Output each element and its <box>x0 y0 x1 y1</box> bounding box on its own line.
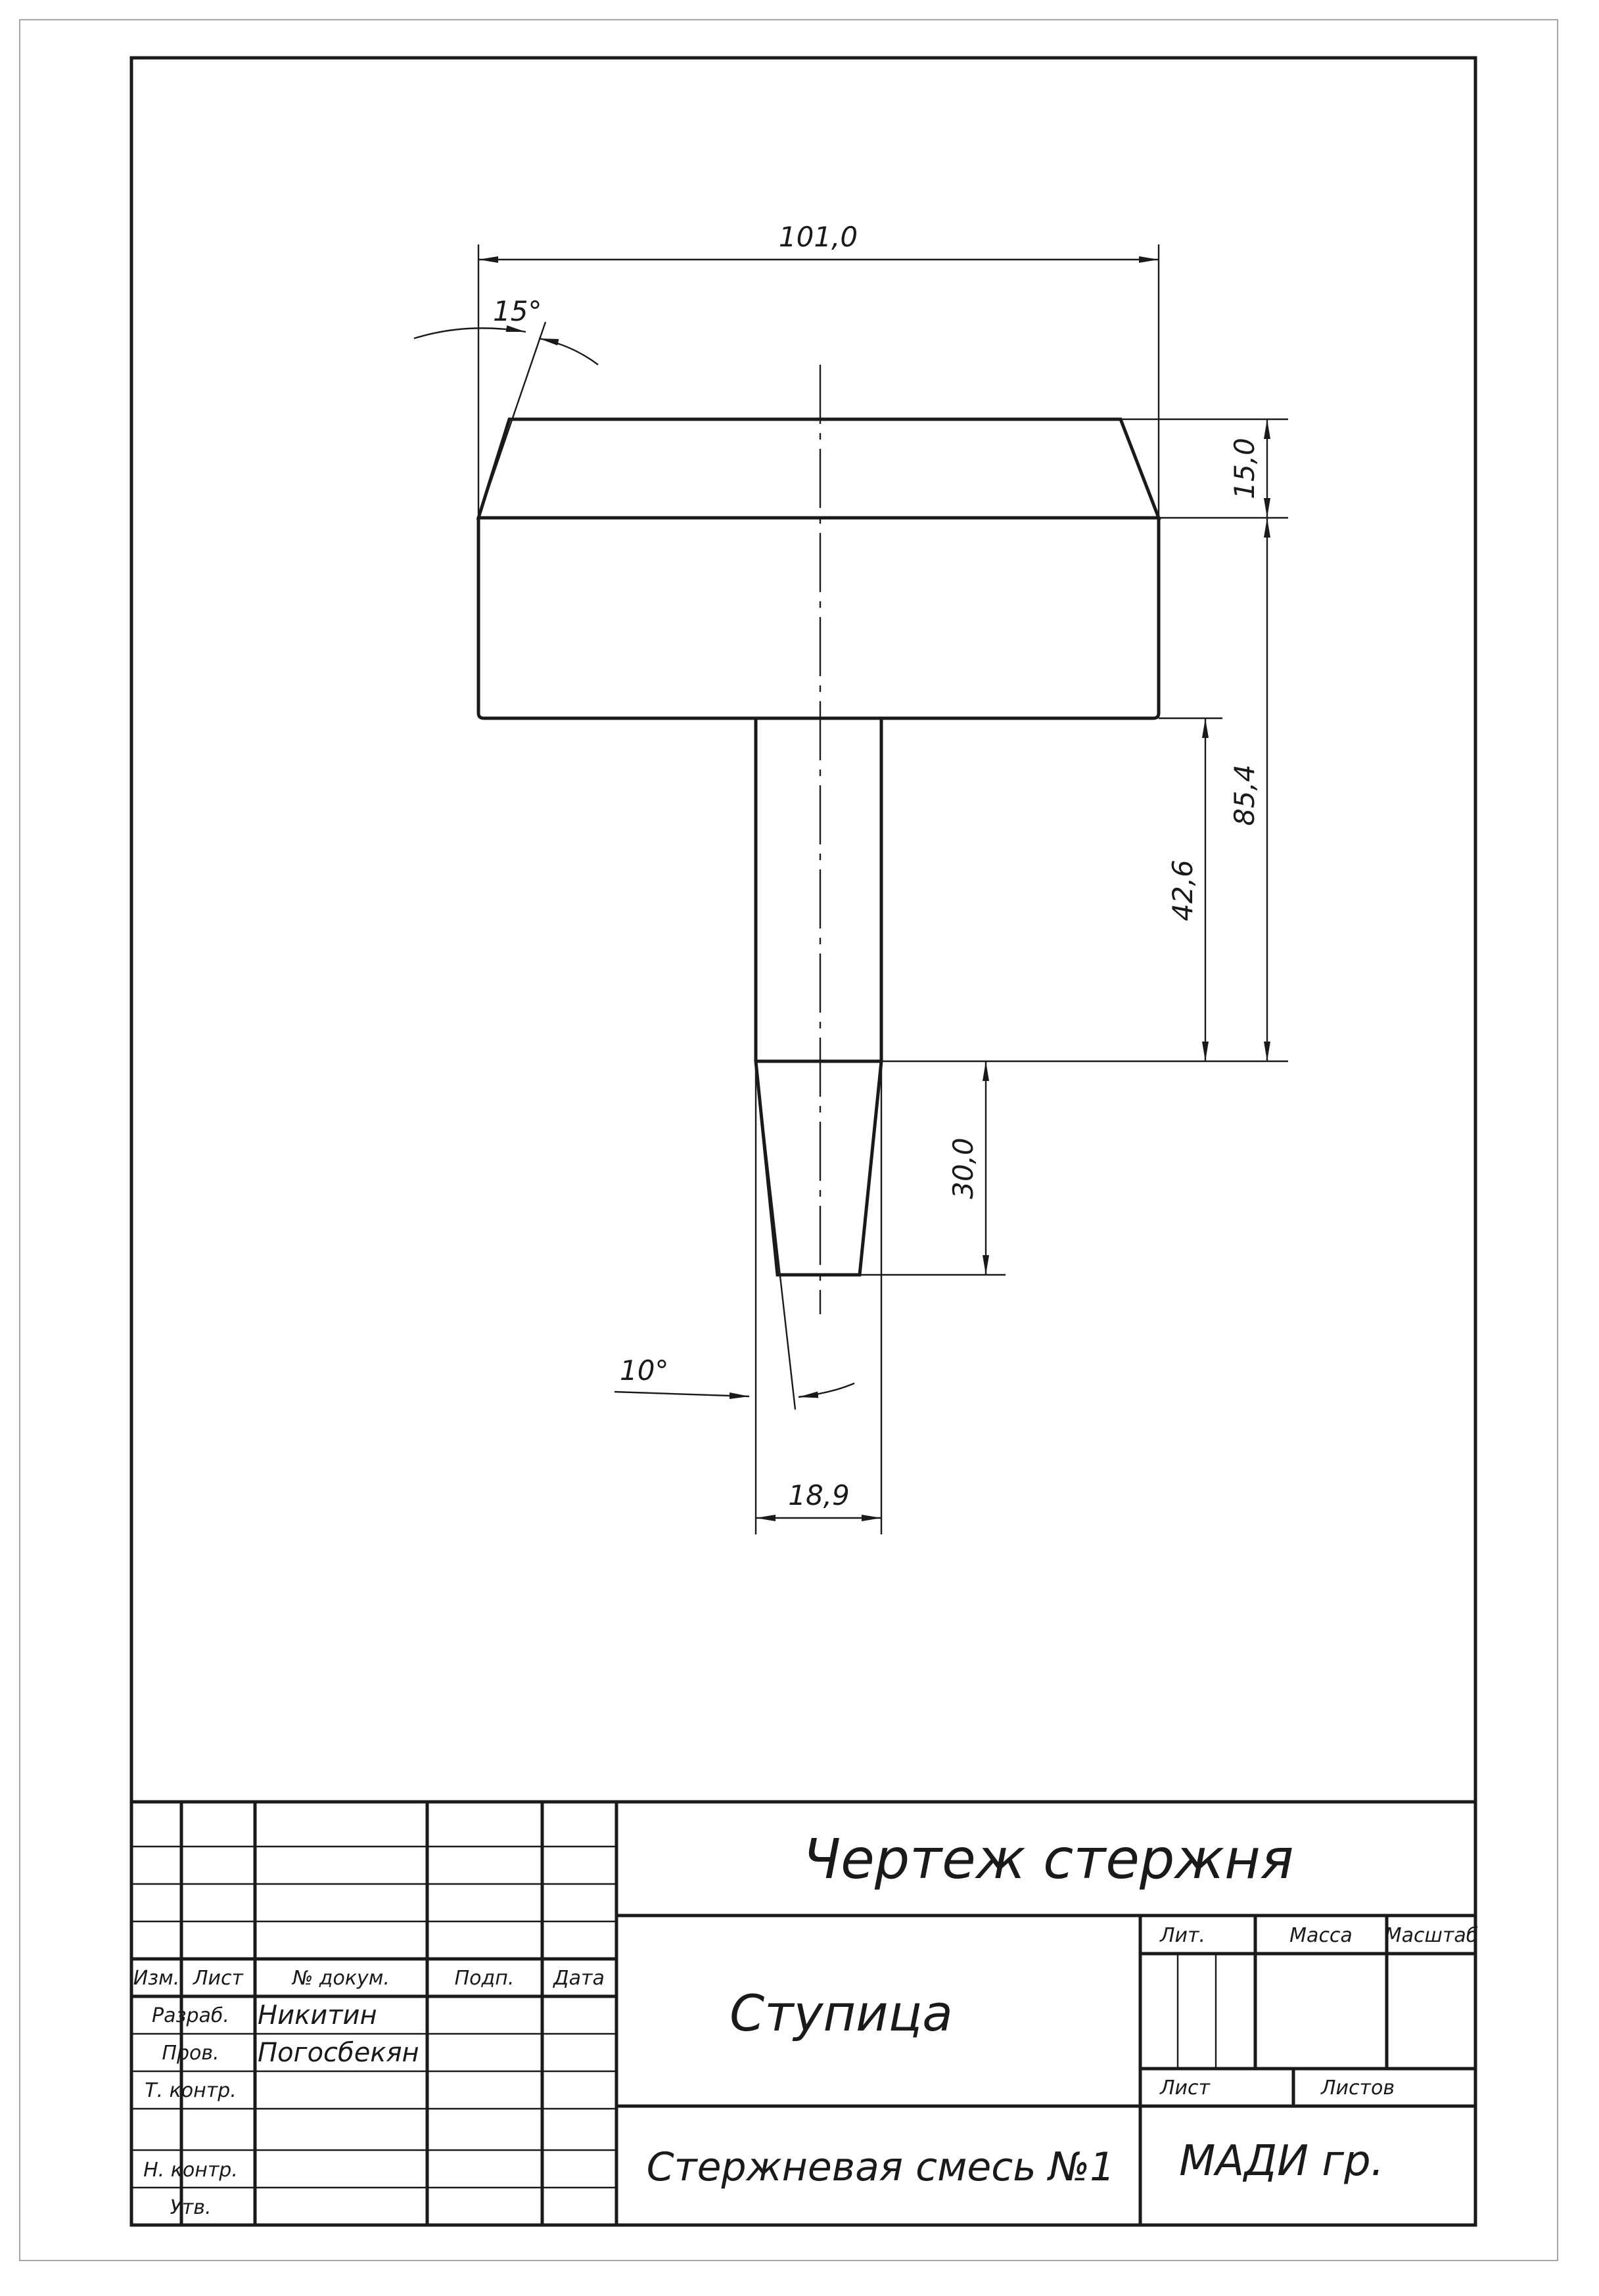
role-norm-control: Н. контр. <box>143 2159 238 2182</box>
checker-name: Погосбекян <box>258 2038 419 2068</box>
dimension-head-to-step <box>881 518 1288 1061</box>
dim-tip-length-label: 30,0 <box>947 1137 979 1199</box>
dim-tip-angle-label: 10° <box>620 1354 669 1387</box>
dim-shaft-width-label: 18,9 <box>788 1479 850 1511</box>
title-block <box>131 1802 1478 2225</box>
dimension-shaft-width <box>756 1061 881 1534</box>
header-scale: Масштаб <box>1384 1924 1479 1947</box>
dim-top-angle-label: 15° <box>493 295 542 327</box>
header-sign: Подп. <box>454 1967 515 1990</box>
dimension-tip-angle <box>614 1061 854 1410</box>
dimension-top-angle <box>414 295 598 518</box>
header-izm: Изм. <box>133 1967 180 1990</box>
dim-head-to-step-label: 85,4 <box>1228 764 1261 826</box>
part-name: Ступица <box>730 1984 953 2042</box>
header-mass: Масса <box>1289 1924 1353 1947</box>
organization-name: МАДИ гр. <box>1179 2137 1384 2186</box>
dimension-bevel-height <box>1121 419 1288 518</box>
role-developed: Разраб. <box>152 2004 229 2027</box>
role-tech-control: Т. контр. <box>145 2079 237 2102</box>
header-list: Лист <box>193 1967 244 1990</box>
role-approved: Утв. <box>170 2196 212 2219</box>
role-checked: Пров. <box>162 2042 220 2065</box>
part-outline <box>478 365 1159 1314</box>
developer-name: Никитин <box>258 2000 377 2031</box>
header-sheets: Листов <box>1321 2077 1395 2100</box>
dimension-shaft-length <box>1159 718 1222 1061</box>
dim-bevel-height-label: 15,0 <box>1228 438 1261 499</box>
drawing-title: Чертеж стержня <box>802 1827 1294 1891</box>
head-bevel <box>478 419 1159 518</box>
material-name: Стержневая смесь №1 <box>646 2144 1115 2190</box>
tapered-tip <box>756 1061 881 1275</box>
header-doc-no: № докум. <box>292 1967 390 1990</box>
header-date: Дата <box>553 1967 605 1990</box>
head-body <box>478 518 1159 718</box>
header-sheet: Лист <box>1160 2077 1211 2100</box>
drawing-frame <box>131 58 1475 2225</box>
dimension-overall-width <box>478 221 1159 518</box>
dim-shaft-length-label: 42,6 <box>1167 860 1199 921</box>
dim-overall-width-label: 101,0 <box>778 221 858 253</box>
header-lit: Лит. <box>1160 1924 1206 1947</box>
